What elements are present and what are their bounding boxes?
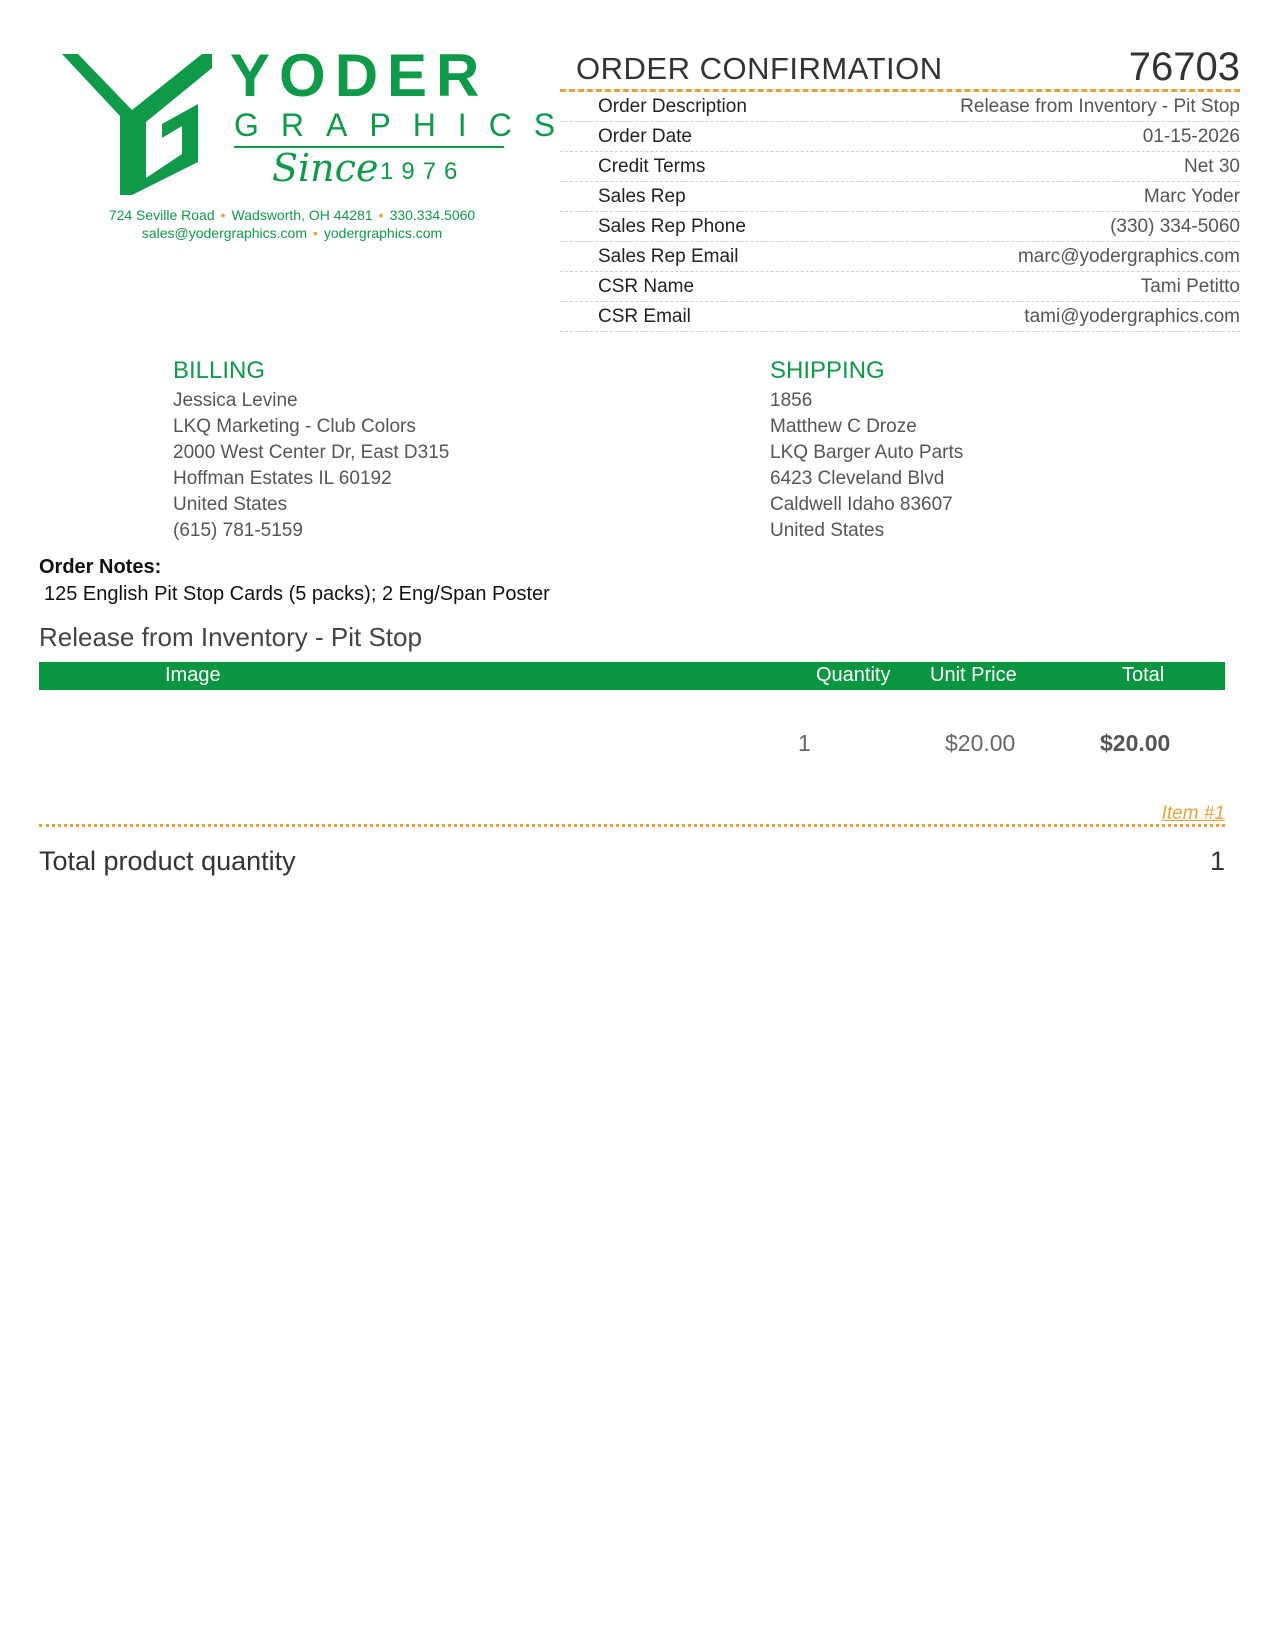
billing-line: Hoffman Estates IL 60192 bbox=[173, 468, 392, 489]
company-logo bbox=[62, 42, 578, 246]
column-header-unit-price: Unit Price bbox=[930, 664, 1017, 686]
logo-since-year: 1976 bbox=[380, 158, 466, 185]
detail-value: 01-15-2026 bbox=[1142, 126, 1240, 147]
shipping-line: Caldwell Idaho 83607 bbox=[770, 494, 953, 515]
yoder-logo-mark-icon bbox=[62, 50, 212, 195]
detail-row-csr-email bbox=[560, 302, 1240, 332]
detail-value: (330) 334-5060 bbox=[1110, 216, 1240, 237]
billing-line: United States bbox=[173, 494, 288, 515]
shipping-line: 1856 bbox=[770, 390, 813, 411]
company-email: sales@yodergraphics.com bbox=[141, 225, 307, 241]
detail-row-sales-rep-email bbox=[560, 242, 1240, 272]
detail-row-order-date bbox=[560, 122, 1240, 152]
detail-label: Credit Terms bbox=[598, 156, 706, 177]
item-tag: Item #1 bbox=[1161, 803, 1225, 824]
detail-label: Sales Rep Phone bbox=[598, 216, 746, 237]
item-divider bbox=[39, 824, 1225, 827]
detail-row-order-description bbox=[560, 92, 1240, 122]
row-quantity: 1 bbox=[798, 730, 811, 756]
detail-row-sales-rep bbox=[560, 182, 1240, 212]
detail-value: Net 30 bbox=[1184, 156, 1240, 177]
row-unit-price: $20.00 bbox=[945, 730, 1016, 756]
order-notes-label: Order Notes: bbox=[39, 556, 162, 578]
total-quantity-label: Total product quantity bbox=[39, 846, 296, 876]
section-title: Release from Inventory - Pit Stop bbox=[39, 622, 422, 652]
detail-value: Tami Petitto bbox=[1140, 276, 1240, 297]
detail-label: CSR Email bbox=[598, 306, 691, 327]
order-confirmation-title: ORDER CONFIRMATION bbox=[576, 51, 943, 86]
company-contact: 724 Seville Road • Wadsworth, OH 44281 • 330.334.5060 sales@yodergraphics.com • yodergraphics.com bbox=[108, 207, 476, 241]
order-number: 76703 bbox=[1128, 45, 1240, 89]
detail-label: CSR Name bbox=[598, 276, 695, 297]
detail-value: Release from Inventory - Pit Stop bbox=[960, 96, 1240, 117]
billing-line: LKQ Marketing - Club Colors bbox=[173, 416, 416, 437]
detail-value: Marc Yoder bbox=[1143, 186, 1240, 207]
order-confirmation-panel bbox=[560, 45, 1240, 332]
detail-label: Order Date bbox=[598, 126, 692, 147]
billing-heading: BILLING bbox=[173, 357, 266, 384]
billing-line: (615) 781-5159 bbox=[173, 520, 303, 541]
logo-wordmark-yoder: YODER bbox=[230, 42, 489, 109]
detail-row-sales-rep-phone bbox=[560, 212, 1240, 242]
detail-row-credit-terms bbox=[560, 152, 1240, 182]
shipping-heading: SHIPPING bbox=[770, 357, 885, 384]
order-confirmation-header bbox=[560, 45, 1240, 92]
detail-label: Sales Rep Email bbox=[598, 246, 739, 267]
order-notes-text: 125 English Pit Stop Cards (5 packs); 2 Eng/Span Poster bbox=[44, 583, 550, 605]
billing-line: 2000 West Center Dr, East D315 bbox=[173, 442, 450, 463]
shipping-address bbox=[770, 356, 963, 544]
billing-address bbox=[173, 356, 449, 544]
table-header bbox=[39, 662, 1225, 690]
order-notes bbox=[39, 556, 550, 606]
detail-label: Order Description bbox=[598, 96, 747, 117]
company-city: Wadsworth, OH 44281 bbox=[231, 207, 373, 223]
logo-wordmark-graphics: GRAPHICS bbox=[234, 107, 578, 143]
detail-value: marc@yodergraphics.com bbox=[1017, 246, 1240, 267]
total-quantity-value: 1 bbox=[1209, 846, 1225, 876]
row-total: $20.00 bbox=[1100, 730, 1171, 756]
shipping-line: Matthew C Droze bbox=[770, 416, 917, 437]
detail-row-csr-name bbox=[560, 272, 1240, 302]
column-header-total: Total bbox=[1122, 664, 1165, 686]
company-phone: 330.334.5060 bbox=[389, 207, 476, 223]
billing-line: Jessica Levine bbox=[173, 390, 298, 411]
column-header-image: Image bbox=[165, 664, 221, 686]
column-header-quantity: Quantity bbox=[816, 664, 891, 686]
shipping-line: LKQ Barger Auto Parts bbox=[770, 442, 964, 463]
logo-since-script: Since bbox=[272, 146, 379, 190]
company-address: 724 Seville Road bbox=[108, 207, 215, 223]
shipping-line: 6423 Cleveland Blvd bbox=[770, 468, 945, 489]
detail-label: Sales Rep bbox=[598, 186, 686, 207]
detail-value: tami@yodergraphics.com bbox=[1024, 306, 1240, 327]
shipping-line: United States bbox=[770, 520, 885, 541]
company-website: yodergraphics.com bbox=[323, 225, 443, 241]
